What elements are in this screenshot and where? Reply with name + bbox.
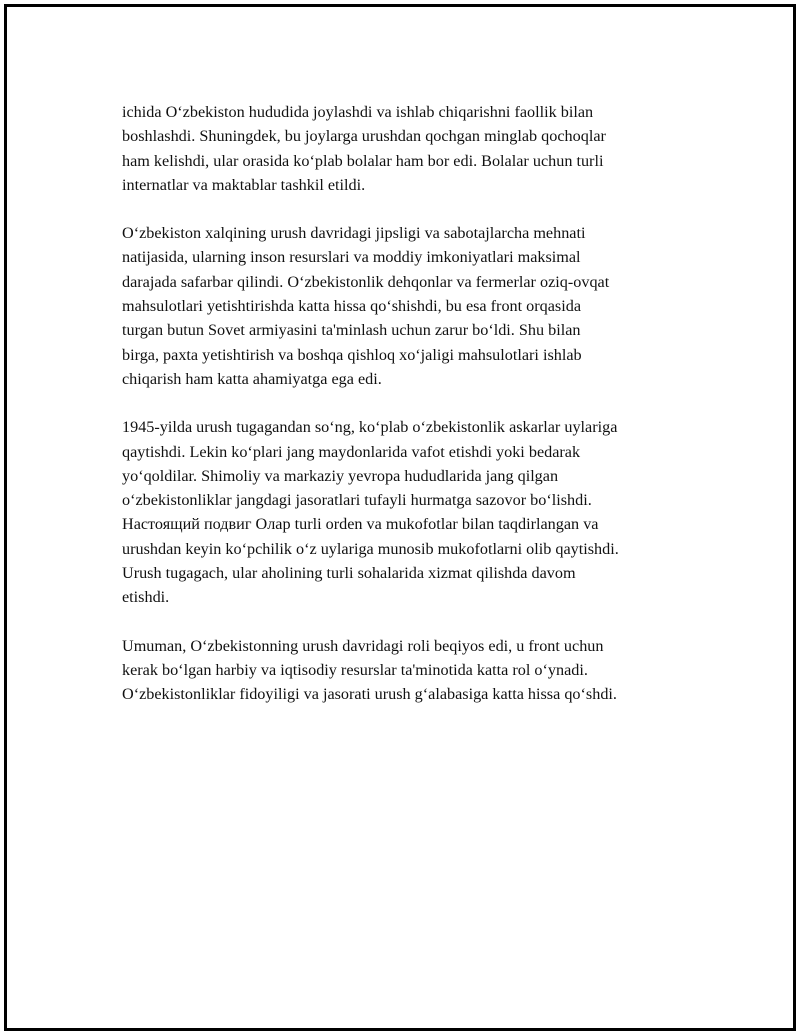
paragraph-2: O‘zbekiston xalqining urush davridagi jipsligi va sabotajlarcha mehnati natijasida, ularning inson resurslari va moddiy imkoniyatlari maksimal darajada safarbar qilindi. O‘zbekistonlik dehqonlar va fermerlar oziq-ovqat mahsulotlari yetishtirishda katta hissa qo‘shishdi, bu esa front orqasida turgan butun Sovet armiyasini ta'minlash uchun zarur bo‘ldi. Shu bilan birga, paxta yetishtirish va boshqa qishloq xo‘jaligi mahsulotlari ishlab chiqarish ham katta ahamiyatga ega edi. [122, 224, 610, 388]
paragraph-3: 1945-yilda urush tugagandan so‘ng, ko‘plab o‘zbekistonlik askarlar uylariga qaytishdi. Lekin ko‘plari jang maydonlarida vafot etishdi yoki bedarak yo‘qoldilar. Shimoliy va markaziy yevropa hududlarida jang qilgan o‘zbekistonliklar jangdagi jasoratlari tufayli hurmatga sazovor bo‘lishdi. Настоящий подвиг Олар turli orden va mukofotlar bilan taqdirlangan va urushdan keyin ko‘pchilik o‘z uylariga munosib mukofotlarni olib qaytishdi. Urush tugagach, ular aholining turli sohalarida xizmat qilishda davom etishdi. [122, 418, 619, 607]
paragraph-4: Umuman, O‘zbekistonning urush davridagi roli beqiyos edi, u front uchun kerak bo‘lgan harbiy va iqtisodiy resurslar ta'minotida katta rol o‘ynadi. O‘zbekistonliklar fidoyiligi va jasorati urush g‘alabasiga katta hissa qo‘shdi. [122, 636, 617, 704]
paragraph-1: ichida O‘zbekiston hududida joylashdi va ishlab chiqarishni faollik bilan boshlashdi. Shuningdek, bu joylarga urushdan qochgan minglab qochoqlar ham kelishdi, ular orasida ko‘plab bolalar ham bor edi. Bolalar uchun turli internatlar va maktablar tashkil etildi. [122, 103, 606, 194]
page-frame [4, 4, 796, 1031]
document-body [122, 100, 712, 731]
